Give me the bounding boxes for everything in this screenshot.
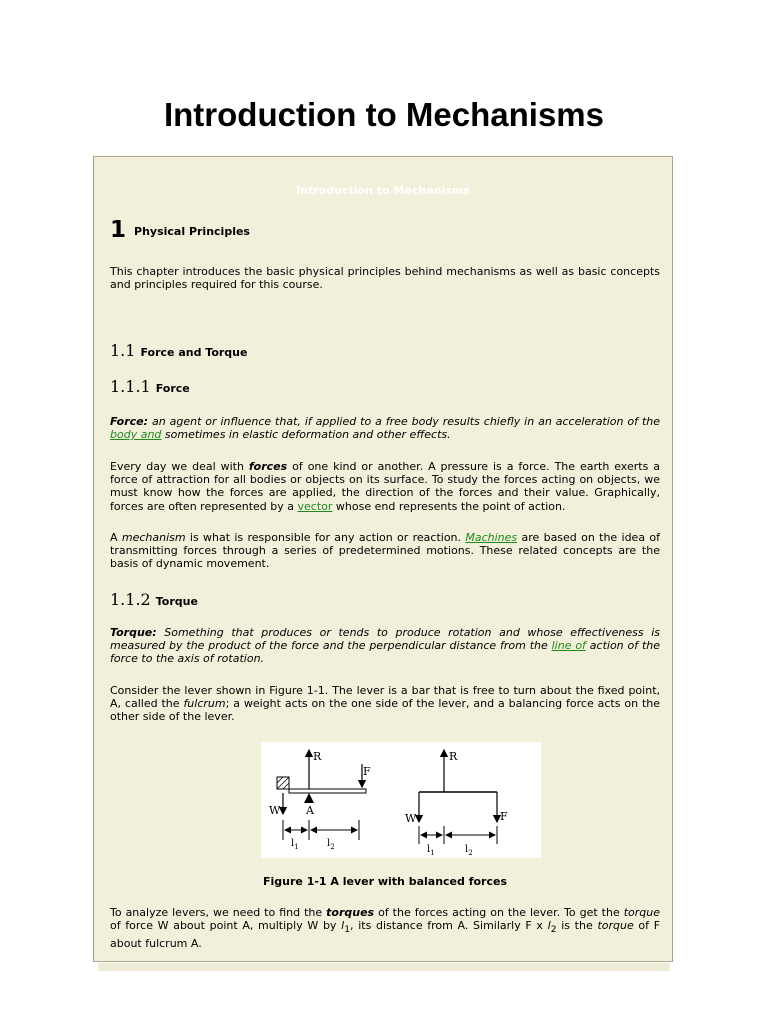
section-heading-1-1-2	[110, 590, 660, 609]
label-a: A	[306, 804, 314, 817]
svg-text:l2	[327, 838, 335, 851]
paragraph-text: A	[110, 531, 118, 544]
label-l2: l	[327, 838, 331, 849]
link-body-and[interactable]: body and	[110, 428, 162, 442]
svg-text:l1	[427, 844, 435, 857]
definition-term: Torque:	[110, 626, 157, 639]
symbol-sub: 1	[344, 924, 351, 936]
paragraph-text: of F about fulcrum A.	[110, 919, 661, 950]
mechanism-paragraph	[110, 531, 660, 571]
paragraph-text: , its distance from A. Similarly F x	[350, 919, 543, 933]
section-title: Physical Principles	[134, 225, 250, 238]
lever-bar	[289, 789, 366, 793]
fulcrum-triangle	[304, 793, 314, 803]
label-r: R	[449, 750, 458, 763]
torque-definition	[110, 626, 660, 666]
emphasis-torques: torques	[326, 906, 375, 919]
emphasis-torque: torque	[623, 906, 661, 919]
svg-text:l1	[291, 838, 299, 851]
document-title: Introduction to Mechanisms	[163, 96, 605, 133]
section-title: Force and Torque	[140, 346, 248, 359]
panel-band-title: Introduction to Mechanisms	[296, 184, 470, 197]
definition-text: action of the force to the axis of rotation.	[110, 639, 661, 666]
definition-text: sometimes in elastic deformation and other effects.	[164, 428, 451, 442]
label-l1: l	[427, 844, 431, 855]
emphasis-mechanism: mechanism	[121, 531, 186, 544]
svg-text:l2	[465, 844, 473, 857]
forces-paragraph	[110, 460, 660, 513]
definition-text: Something that produces or tends to produce rotation and whose effectiveness is measured by the product of the force and the perpendicular distance from the	[110, 626, 660, 653]
label-l1-sub: 1	[430, 849, 435, 857]
section-title: Torque	[155, 595, 198, 608]
closing-paragraph	[110, 906, 660, 950]
definition-text: an agent or influence that, if applied to a free body results chiefly in an acceleration of the	[151, 415, 661, 428]
label-r: R	[313, 750, 322, 763]
paragraph-text: is the	[561, 919, 593, 933]
lever-figure	[261, 742, 541, 858]
label-l1: l	[291, 838, 295, 849]
emphasis-fulcrum: fulcrum	[183, 697, 226, 711]
label-l1-sub: 1	[294, 843, 299, 851]
label-f: F	[500, 810, 508, 823]
paragraph-text: To analyze levers, we need to find the	[110, 906, 323, 919]
lever-paragraph	[110, 684, 660, 724]
lever-right-diagram	[405, 750, 508, 857]
definition-term: Force:	[110, 415, 149, 428]
symbol-l: l	[341, 919, 345, 933]
label-f: F	[363, 765, 371, 778]
section-number: 1	[110, 217, 127, 243]
paragraph-text: of force W about point A, multiply W by	[110, 919, 337, 933]
paragraph-text: Consider the lever shown in Figure 1-1. The lever is a bar that is free to turn about the fixed point, A, called the	[110, 684, 660, 711]
section-number: 1.1.1	[110, 377, 151, 396]
paragraph-text: are based on the idea of transmitting forces through a series of predetermined motions. These related concepts are the basis of dynamic movement.	[110, 531, 660, 571]
lever-left-diagram	[269, 750, 371, 851]
lever-diagram	[261, 742, 541, 858]
paragraph-text: of the forces acting on the lever. To get the	[378, 906, 620, 919]
section-number: 1.1.2	[110, 590, 151, 609]
section-number: 1.1	[110, 341, 136, 360]
force-definition	[110, 415, 660, 441]
figure-caption: Figure 1-1 A lever with balanced forces	[262, 875, 508, 888]
paragraph-text: whose end represents the point of action.	[335, 499, 566, 513]
link-line-of[interactable]: line of	[551, 639, 586, 653]
symbol-l: l	[547, 919, 551, 933]
symbol-sub: 2	[550, 924, 557, 936]
panel-shadow	[98, 963, 670, 971]
content-panel	[93, 156, 673, 962]
label-l2-sub: 2	[330, 843, 335, 851]
paragraph-text: Every day we deal with	[110, 460, 244, 473]
emphasis-torque: torque	[597, 919, 634, 933]
section-heading-1-1	[110, 341, 660, 360]
link-machines[interactable]: Machines	[465, 531, 518, 544]
section-heading-1-1-1	[110, 377, 660, 396]
emphasis-forces: forces	[248, 460, 288, 473]
intro-paragraph: This chapter introduces the basic physical principles behind mechanisms as well as basic concepts and principles required for this course.	[110, 265, 660, 292]
label-w: W	[269, 804, 281, 817]
label-l2-sub: 2	[468, 849, 473, 857]
section-title: Force	[155, 382, 190, 395]
paragraph-text: of one kind or another. A pressure is a force. The earth exerts a force of attraction for all bodies or objects on its surface. To study the forces acting on objects, we must know how the forces are applied, the direction of the forces and their value. Graphically, forces are often represented by a	[110, 460, 660, 513]
paragraph-text: ; a weight acts on the one side of the lever, and a balancing force acts on the other side of the lever.	[110, 697, 661, 724]
paragraph-text: is what is responsible for any action or reaction.	[189, 531, 462, 544]
label-w: W	[405, 812, 417, 825]
section-heading-1	[110, 217, 660, 243]
label-l2: l	[465, 844, 469, 855]
link-vector[interactable]: vector	[297, 499, 333, 513]
